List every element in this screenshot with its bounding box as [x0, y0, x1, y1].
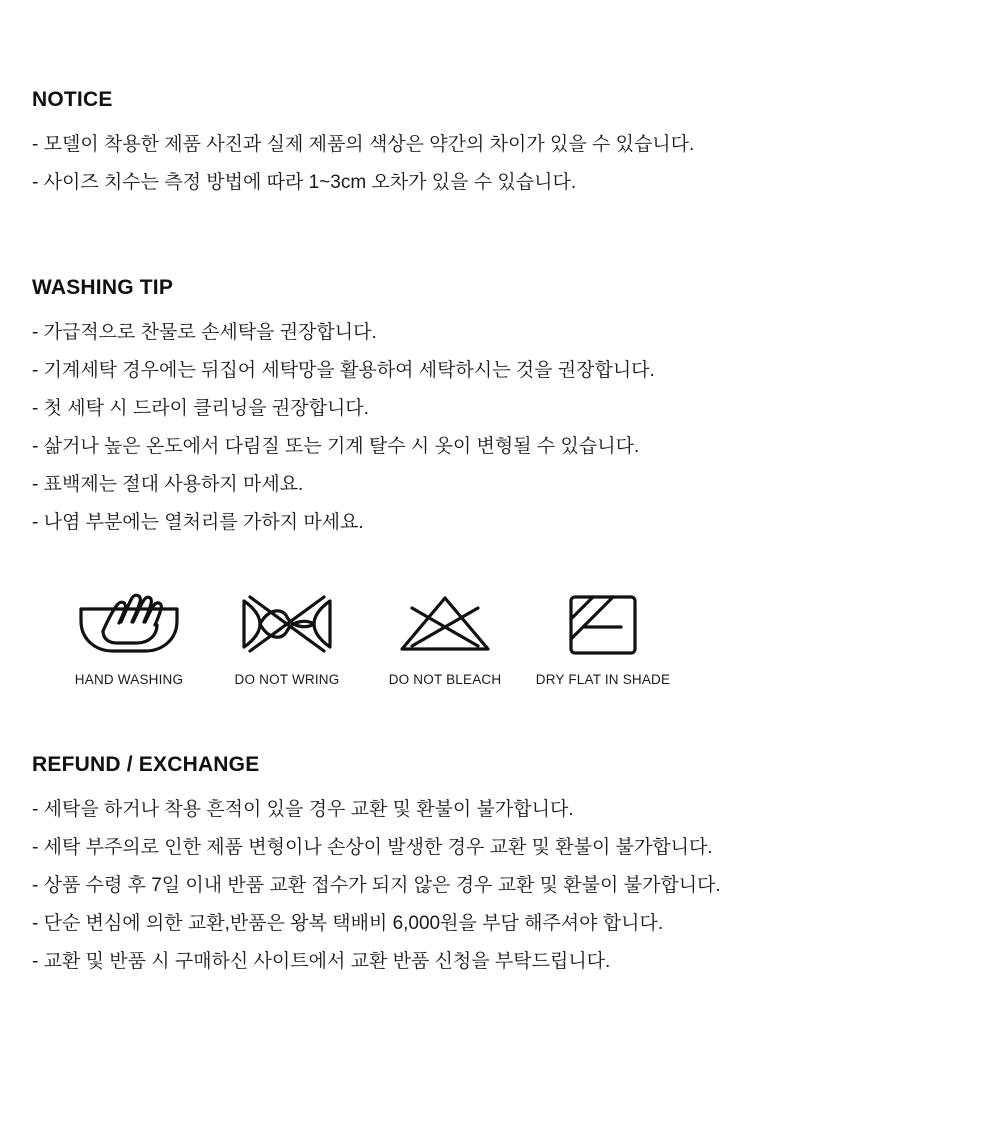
- care-symbol-caption: DO NOT BLEACH: [388, 672, 502, 687]
- spacer: [32, 687, 968, 753]
- list-item: - 삶거나 높은 온도에서 다림질 또는 기계 탈수 시 옷이 변형될 수 있습니다.: [32, 436, 640, 457]
- list-item: - 가급적으로 찬물로 손세탁을 권장합니다.: [32, 322, 377, 343]
- do-not-bleach-icon: [398, 588, 492, 660]
- list-item: - 교환 및 반품 시 구매하신 사이트에서 교환 반품 신청을 부탁드립니다.: [32, 951, 611, 972]
- notice-section: [32, 88, 968, 202]
- refund-exchange-list: [32, 791, 968, 981]
- list-item: - 첫 세탁 시 드라이 클리닝을 권장합니다.: [32, 398, 369, 419]
- notice-title: NOTICE: [32, 88, 113, 111]
- care-symbol-do-not-wring: [208, 588, 366, 687]
- hand-washing-icon: [77, 588, 181, 660]
- refund-exchange-section: [32, 753, 968, 981]
- do-not-wring-icon: [238, 588, 336, 660]
- washing-tip-list: [32, 314, 968, 542]
- list-item: - 세탁 부주의로 인한 제품 변형이나 손상이 발생한 경우 교환 및 환불이 불가합니다.: [32, 837, 713, 858]
- list-item: - 표백제는 절대 사용하지 마세요.: [32, 474, 304, 495]
- spacer: [32, 542, 968, 588]
- care-symbol-caption: DRY FLAT IN SHADE: [535, 672, 671, 687]
- care-symbol-hand-washing: [50, 588, 208, 687]
- list-item: - 세탁을 하거나 착용 흔적이 있을 경우 교환 및 환불이 불가합니다.: [32, 799, 574, 820]
- care-symbol-caption: DO NOT WRING: [234, 672, 340, 687]
- spacer: [32, 202, 968, 276]
- care-symbol-caption: HAND WASHING: [74, 672, 184, 687]
- list-item: - 모델이 착용한 제품 사진과 실제 제품의 색상은 약간의 차이가 있을 수 있습니다.: [32, 134, 695, 155]
- care-symbol-dry-flat-in-shade: [524, 588, 682, 687]
- washing-tip-title: WASHING TIP: [32, 276, 174, 299]
- dry-flat-in-shade-icon: [567, 588, 639, 660]
- care-symbols-row: [32, 588, 968, 687]
- care-symbol-do-not-bleach: [366, 588, 524, 687]
- notice-list: [32, 126, 968, 202]
- list-item: - 나염 부분에는 열처리를 가하지 마세요.: [32, 512, 364, 533]
- washing-tip-section: [32, 276, 968, 542]
- list-item: - 사이즈 치수는 측정 방법에 따라 1~3cm 오차가 있을 수 있습니다.: [32, 172, 577, 193]
- list-item: - 상품 수령 후 7일 이내 반품 교환 접수가 되지 않은 경우 교환 및 환불이 불가합니다.: [32, 875, 721, 896]
- refund-exchange-title: REFUND / EXCHANGE: [32, 753, 260, 776]
- list-item: - 단순 변심에 의한 교환,반품은 왕복 택배비 6,000원을 부담 해주셔야 합니다.: [32, 913, 664, 934]
- list-item: - 기계세탁 경우에는 뒤집어 세탁망을 활용하여 세탁하시는 것을 권장합니다.: [32, 360, 655, 381]
